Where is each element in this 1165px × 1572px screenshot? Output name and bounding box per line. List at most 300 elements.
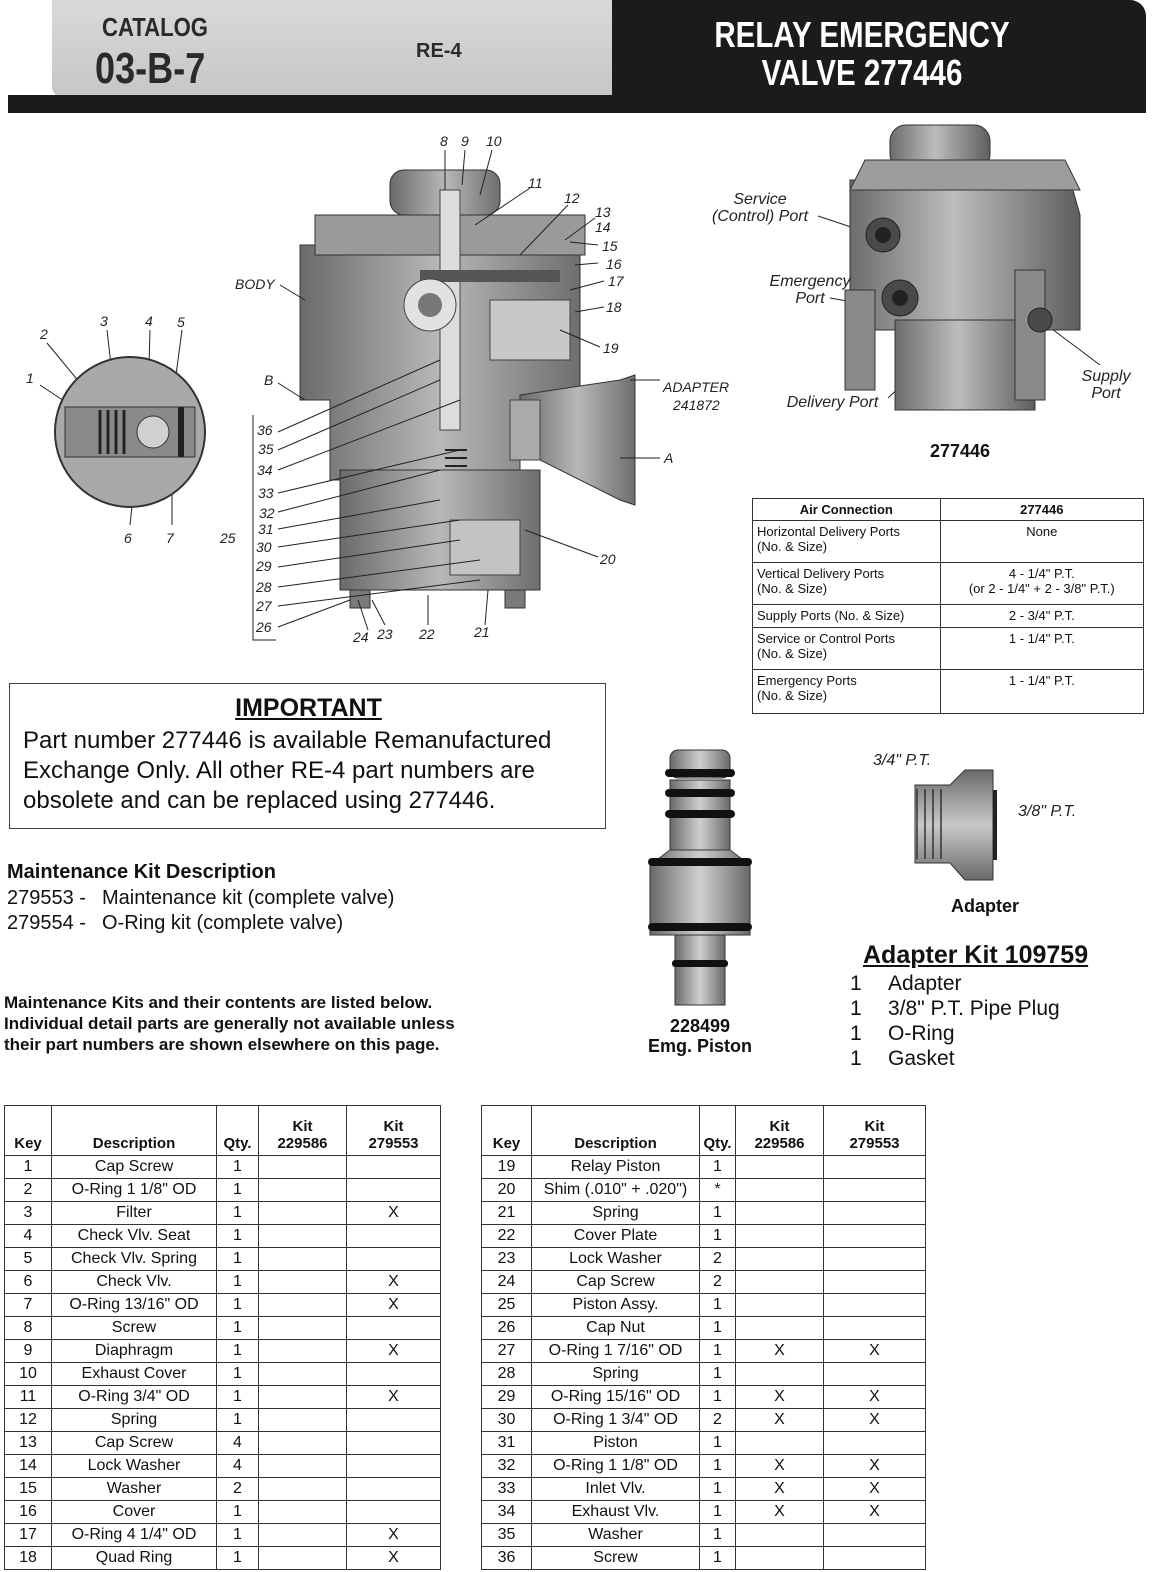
part-qty: 1 bbox=[700, 1202, 736, 1225]
maintenance-note-line3: their part numbers are shown elsewhere on this page. bbox=[4, 1035, 440, 1054]
table-row bbox=[482, 1432, 926, 1455]
catalog-label: CATALOG bbox=[102, 12, 208, 42]
part-qty: 1 bbox=[217, 1340, 259, 1363]
part-key: 3 bbox=[5, 1202, 52, 1225]
part-description: Filter bbox=[52, 1202, 217, 1225]
part-kit-279553: X bbox=[347, 1271, 441, 1294]
part-kit-229586 bbox=[736, 1524, 824, 1547]
air-value-line2: (or 2 - 1/4" + 2 - 3/8" P.T.) bbox=[968, 581, 1115, 596]
model-code: RE-4 bbox=[416, 40, 462, 62]
table-row bbox=[482, 1409, 926, 1432]
part-kit-279553: X bbox=[347, 1524, 441, 1547]
part-kit-279553 bbox=[347, 1248, 441, 1271]
air-value-line1: None bbox=[1026, 524, 1058, 539]
air-label-line2: (No. & Size) bbox=[757, 646, 828, 661]
callout-22: 22 bbox=[419, 626, 435, 642]
adapter-kit-qty: 1 bbox=[850, 1047, 862, 1070]
part-qty: 1 bbox=[217, 1294, 259, 1317]
air-table-label bbox=[753, 628, 941, 670]
service-port-label-line1: Service bbox=[733, 191, 787, 208]
part-description: Cap Screw bbox=[52, 1432, 217, 1455]
part-key: 23 bbox=[482, 1248, 532, 1271]
table-row bbox=[5, 1202, 441, 1225]
part-kit-229586 bbox=[259, 1294, 347, 1317]
part-kit-229586 bbox=[259, 1317, 347, 1340]
table-row bbox=[482, 1524, 926, 1547]
adapter-label-3-8: 3/8" P.T. bbox=[1018, 803, 1077, 820]
part-kit-279553 bbox=[347, 1478, 441, 1501]
adapter-label-3-4: 3/4" P.T. bbox=[873, 752, 932, 769]
part-qty: 1 bbox=[700, 1478, 736, 1501]
part-key: 30 bbox=[482, 1409, 532, 1432]
table-row bbox=[5, 1386, 441, 1409]
part-key: 14 bbox=[5, 1455, 52, 1478]
callout-36: 36 bbox=[257, 422, 273, 438]
air-label-line2: (No. & Size) bbox=[757, 688, 828, 703]
col-kit-279553 bbox=[824, 1106, 926, 1156]
kit-label: Kit bbox=[383, 1118, 404, 1135]
adapter-kit-qty: 1 bbox=[850, 997, 862, 1020]
callout-35: 35 bbox=[258, 441, 274, 457]
callout-25: 25 bbox=[220, 530, 236, 546]
table-row bbox=[482, 1294, 926, 1317]
check-valve-inset bbox=[50, 352, 210, 512]
callout-13: 13 bbox=[595, 204, 611, 220]
table-row bbox=[5, 1225, 441, 1248]
part-key: 21 bbox=[482, 1202, 532, 1225]
table-row bbox=[5, 1317, 441, 1340]
part-kit-229586 bbox=[736, 1363, 824, 1386]
part-qty: 1 bbox=[217, 1524, 259, 1547]
kit-description: Maintenance kit (complete valve) bbox=[102, 887, 395, 909]
air-label-line1: Service or Control Ports bbox=[757, 631, 895, 646]
part-kit-229586 bbox=[736, 1294, 824, 1317]
part-kit-279553 bbox=[824, 1248, 926, 1271]
table-row bbox=[482, 1156, 926, 1179]
part-description: Diaphragm bbox=[52, 1340, 217, 1363]
part-kit-229586 bbox=[259, 1409, 347, 1432]
table-row bbox=[482, 1501, 926, 1524]
table-row bbox=[5, 1501, 441, 1524]
part-kit-279553 bbox=[824, 1156, 926, 1179]
air-table-row bbox=[753, 521, 1144, 563]
part-description: Spring bbox=[532, 1202, 700, 1225]
part-key: 32 bbox=[482, 1455, 532, 1478]
part-kit-229586 bbox=[736, 1225, 824, 1248]
part-kit-229586 bbox=[259, 1202, 347, 1225]
kit-number: 279553 - bbox=[7, 887, 86, 909]
table-row bbox=[482, 1455, 926, 1478]
part-qty: 1 bbox=[217, 1317, 259, 1340]
callout-b: B bbox=[264, 372, 274, 388]
important-text bbox=[23, 726, 598, 816]
callout-29: 29 bbox=[256, 558, 272, 574]
product-part-number: 277446 bbox=[929, 441, 991, 461]
piston-part-number: 228499 bbox=[669, 1016, 731, 1036]
emergency-piston-illustration bbox=[640, 745, 760, 1010]
callout-2: 2 bbox=[40, 326, 48, 342]
part-kit-229586 bbox=[259, 1386, 347, 1409]
catalog-number: 03-B-7 bbox=[95, 44, 206, 93]
page-title-line2: VALVE 277446 bbox=[761, 52, 963, 93]
air-value-line1: 1 - 1/4" P.T. bbox=[1008, 631, 1075, 646]
air-table-label bbox=[753, 605, 941, 628]
maintenance-kit-line bbox=[7, 887, 394, 910]
parts-table-right bbox=[481, 1105, 926, 1570]
table-row bbox=[5, 1524, 441, 1547]
part-kit-229586: X bbox=[736, 1478, 824, 1501]
callout-1: 1 bbox=[26, 370, 34, 386]
table-row bbox=[5, 1455, 441, 1478]
part-key: 35 bbox=[482, 1524, 532, 1547]
table-row bbox=[482, 1248, 926, 1271]
part-key: 2 bbox=[5, 1179, 52, 1202]
col-qty: Qty. bbox=[700, 1106, 736, 1156]
part-qty: 1 bbox=[217, 1271, 259, 1294]
adapter-kit-qty: 1 bbox=[850, 972, 862, 995]
part-kit-279553 bbox=[824, 1363, 926, 1386]
part-description: O-Ring 1 1/8" OD bbox=[532, 1455, 700, 1478]
part-qty: 1 bbox=[217, 1202, 259, 1225]
callout-27: 27 bbox=[256, 598, 272, 614]
part-qty: 1 bbox=[217, 1501, 259, 1524]
part-kit-279553: X bbox=[824, 1455, 926, 1478]
parts-table-left bbox=[4, 1105, 441, 1570]
part-kit-279553 bbox=[347, 1317, 441, 1340]
callout-adapter: ADAPTER bbox=[663, 379, 730, 395]
maintenance-kit-line bbox=[7, 912, 343, 935]
callout-18: 18 bbox=[606, 299, 622, 315]
part-kit-229586: X bbox=[736, 1501, 824, 1524]
part-description: Spring bbox=[532, 1363, 700, 1386]
maintenance-note-line1: Maintenance Kits and their contents are listed below. bbox=[4, 993, 433, 1012]
part-kit-229586 bbox=[736, 1179, 824, 1202]
part-kit-229586 bbox=[736, 1271, 824, 1294]
part-kit-229586 bbox=[259, 1478, 347, 1501]
part-qty: 2 bbox=[700, 1271, 736, 1294]
parts-table-header bbox=[482, 1106, 926, 1156]
part-kit-279553 bbox=[824, 1271, 926, 1294]
part-description: Screw bbox=[52, 1317, 217, 1340]
part-key: 28 bbox=[482, 1363, 532, 1386]
table-row bbox=[482, 1363, 926, 1386]
kit-number: 279553 bbox=[849, 1135, 900, 1152]
part-description: O-Ring 15/16" OD bbox=[532, 1386, 700, 1409]
part-qty: 1 bbox=[217, 1547, 259, 1570]
kit-label: Kit bbox=[864, 1118, 885, 1135]
adapter-kit-item bbox=[850, 1022, 955, 1046]
part-kit-279553 bbox=[347, 1363, 441, 1386]
supply-port-label bbox=[1075, 368, 1137, 402]
emergency-piston-caption bbox=[630, 1016, 770, 1056]
part-description: Piston Assy. bbox=[532, 1294, 700, 1317]
part-key: 34 bbox=[482, 1501, 532, 1524]
part-key: 4 bbox=[5, 1225, 52, 1248]
adapter-illustration bbox=[905, 765, 1015, 885]
table-row bbox=[482, 1478, 926, 1501]
part-qty: 1 bbox=[700, 1524, 736, 1547]
table-row bbox=[5, 1478, 441, 1501]
part-description: O-Ring 1 7/16" OD bbox=[532, 1340, 700, 1363]
air-value-line1: 4 - 1/4" P.T. bbox=[1008, 566, 1075, 581]
part-kit-279553: X bbox=[347, 1202, 441, 1225]
delivery-port-label: Delivery Port bbox=[786, 394, 879, 411]
adapter-kit-item bbox=[850, 1047, 955, 1071]
callout-28: 28 bbox=[256, 579, 272, 595]
table-row bbox=[5, 1271, 441, 1294]
part-kit-279553 bbox=[824, 1202, 926, 1225]
part-kit-229586: X bbox=[736, 1386, 824, 1409]
part-kit-279553 bbox=[347, 1409, 441, 1432]
table-row bbox=[482, 1317, 926, 1340]
part-qty: 2 bbox=[700, 1409, 736, 1432]
air-label-line1: Emergency Ports bbox=[757, 673, 857, 688]
air-table-label bbox=[753, 670, 941, 714]
table-row bbox=[5, 1179, 441, 1202]
part-kit-279553: X bbox=[824, 1340, 926, 1363]
adapter-kit-name: 3/8" P.T. Pipe Plug bbox=[888, 997, 1060, 1020]
part-key: 13 bbox=[5, 1432, 52, 1455]
part-description: Screw bbox=[532, 1547, 700, 1570]
callout-33: 33 bbox=[258, 485, 274, 501]
valve-product-illustration bbox=[835, 120, 1095, 430]
callout-32: 32 bbox=[259, 505, 275, 521]
air-table-value bbox=[940, 521, 1143, 563]
air-table-label bbox=[753, 521, 941, 563]
adapter-kit-item bbox=[850, 997, 1060, 1021]
part-qty: 1 bbox=[217, 1409, 259, 1432]
part-qty: 4 bbox=[217, 1455, 259, 1478]
callout-10: 10 bbox=[486, 133, 502, 149]
part-qty: 2 bbox=[217, 1478, 259, 1501]
col-kit-229586 bbox=[259, 1106, 347, 1156]
part-key: 5 bbox=[5, 1248, 52, 1271]
part-kit-229586 bbox=[259, 1225, 347, 1248]
part-kit-279553 bbox=[347, 1455, 441, 1478]
part-qty: 1 bbox=[700, 1294, 736, 1317]
callout-9: 9 bbox=[461, 133, 469, 149]
part-kit-229586 bbox=[259, 1156, 347, 1179]
part-description: Spring bbox=[52, 1409, 217, 1432]
table-row bbox=[482, 1340, 926, 1363]
part-kit-279553: X bbox=[347, 1340, 441, 1363]
part-description: Cap Screw bbox=[52, 1156, 217, 1179]
part-key: 10 bbox=[5, 1363, 52, 1386]
air-label-line2: (No. & Size) bbox=[757, 581, 828, 596]
part-qty: 1 bbox=[700, 1156, 736, 1179]
part-key: 31 bbox=[482, 1432, 532, 1455]
part-kit-279553 bbox=[824, 1432, 926, 1455]
table-row bbox=[482, 1547, 926, 1570]
part-qty: 1 bbox=[700, 1432, 736, 1455]
part-description: Cap Nut bbox=[532, 1317, 700, 1340]
part-kit-229586 bbox=[259, 1179, 347, 1202]
part-key: 36 bbox=[482, 1547, 532, 1570]
important-title: IMPORTANT bbox=[235, 694, 382, 722]
callout-6: 6 bbox=[124, 530, 132, 546]
callout-8: 8 bbox=[440, 133, 448, 149]
part-kit-229586 bbox=[736, 1202, 824, 1225]
callout-17: 17 bbox=[608, 273, 624, 289]
adapter-kit-item bbox=[850, 972, 962, 996]
part-key: 20 bbox=[482, 1179, 532, 1202]
part-description: Check Vlv. Seat bbox=[52, 1225, 217, 1248]
part-description: Quad Ring bbox=[52, 1547, 217, 1570]
air-table-row bbox=[753, 628, 1144, 670]
callout-23: 23 bbox=[377, 626, 393, 642]
part-kit-229586 bbox=[736, 1156, 824, 1179]
part-qty: 1 bbox=[217, 1225, 259, 1248]
callout-30: 30 bbox=[256, 539, 272, 555]
kit-number: 229586 bbox=[754, 1135, 805, 1152]
part-description: O-Ring 3/4" OD bbox=[52, 1386, 217, 1409]
callout-7: 7 bbox=[166, 530, 174, 546]
part-qty: 1 bbox=[217, 1156, 259, 1179]
emergency-port-label-line1: Emergency bbox=[769, 273, 851, 290]
part-qty: 1 bbox=[217, 1179, 259, 1202]
callout-24: 24 bbox=[353, 629, 369, 645]
part-kit-279553 bbox=[347, 1501, 441, 1524]
callout-15: 15 bbox=[602, 238, 618, 254]
col-description: Description bbox=[52, 1106, 217, 1156]
part-kit-229586 bbox=[736, 1248, 824, 1271]
adapter-kit-name: O-Ring bbox=[888, 1022, 955, 1045]
part-kit-229586: X bbox=[736, 1455, 824, 1478]
adapter-kit-name: Gasket bbox=[888, 1047, 955, 1070]
table-row bbox=[5, 1547, 441, 1570]
callout-20: 20 bbox=[600, 551, 616, 567]
callout-34: 34 bbox=[257, 462, 273, 478]
maintenance-kit-title: Maintenance Kit Description bbox=[7, 861, 276, 883]
callout-14: 14 bbox=[595, 219, 611, 235]
part-key: 16 bbox=[5, 1501, 52, 1524]
table-row bbox=[5, 1340, 441, 1363]
part-qty: 1 bbox=[700, 1386, 736, 1409]
callout-adapter-number: 241872 bbox=[673, 397, 720, 413]
part-kit-279553 bbox=[347, 1156, 441, 1179]
part-qty: 1 bbox=[217, 1248, 259, 1271]
important-line1: Part number 277446 is available Remanufactured bbox=[23, 727, 552, 754]
part-kit-229586 bbox=[259, 1455, 347, 1478]
part-description: O-Ring 4 1/4" OD bbox=[52, 1524, 217, 1547]
part-description: Cover Plate bbox=[532, 1225, 700, 1248]
table-row bbox=[482, 1225, 926, 1248]
air-table-row bbox=[753, 670, 1144, 714]
col-kit-279553 bbox=[347, 1106, 441, 1156]
part-kit-279553 bbox=[824, 1294, 926, 1317]
air-table-value bbox=[940, 628, 1143, 670]
air-label-line1: Vertical Delivery Ports bbox=[757, 566, 885, 581]
part-kit-229586 bbox=[259, 1501, 347, 1524]
callout-3: 3 bbox=[100, 313, 108, 329]
part-description: Cover bbox=[52, 1501, 217, 1524]
supply-port-label-line2: Port bbox=[1091, 385, 1121, 402]
part-description: Exhaust Vlv. bbox=[532, 1501, 700, 1524]
important-line3: obsolete and can be replaced using 277446. bbox=[23, 787, 496, 814]
part-key: 7 bbox=[5, 1294, 52, 1317]
part-kit-279553 bbox=[824, 1179, 926, 1202]
callout-a: A bbox=[664, 450, 674, 466]
air-value-line1: 1 - 1/4" P.T. bbox=[1008, 673, 1075, 688]
table-row bbox=[5, 1294, 441, 1317]
part-description: Cap Screw bbox=[532, 1271, 700, 1294]
part-description: O-Ring 13/16" OD bbox=[52, 1294, 217, 1317]
air-table-label bbox=[753, 563, 941, 605]
part-key: 12 bbox=[5, 1409, 52, 1432]
part-kit-279553 bbox=[347, 1225, 441, 1248]
air-value-line1: 2 - 3/4" P.T. bbox=[1008, 608, 1075, 623]
callout-11: 11 bbox=[528, 175, 543, 191]
part-key: 26 bbox=[482, 1317, 532, 1340]
parts-table-header bbox=[5, 1106, 441, 1156]
part-qty: 1 bbox=[217, 1363, 259, 1386]
kit-description: O-Ring kit (complete valve) bbox=[102, 912, 344, 934]
table-row bbox=[482, 1202, 926, 1225]
part-kit-279553 bbox=[347, 1432, 441, 1455]
part-key: 1 bbox=[5, 1156, 52, 1179]
table-row bbox=[5, 1432, 441, 1455]
part-kit-229586 bbox=[259, 1271, 347, 1294]
part-kit-279553 bbox=[347, 1179, 441, 1202]
service-port-label-line2: (Control) Port bbox=[711, 208, 809, 225]
important-line2: Exchange Only. All other RE-4 part numbers are bbox=[23, 757, 535, 784]
callout-31: 31 bbox=[258, 521, 274, 537]
callout-4: 4 bbox=[145, 313, 153, 329]
adapter-kit-title: Adapter Kit 109759 bbox=[863, 941, 1089, 969]
air-table-header-connection: Air Connection bbox=[753, 499, 941, 521]
part-description: Piston bbox=[532, 1432, 700, 1455]
part-kit-279553: X bbox=[347, 1294, 441, 1317]
adapter-kit-qty: 1 bbox=[850, 1022, 862, 1045]
part-kit-229586: X bbox=[736, 1409, 824, 1432]
part-key: 8 bbox=[5, 1317, 52, 1340]
part-description: O-Ring 1 1/8" OD bbox=[52, 1179, 217, 1202]
kit-number: 279553 bbox=[368, 1135, 419, 1152]
air-table-row bbox=[753, 563, 1144, 605]
part-kit-229586 bbox=[736, 1547, 824, 1570]
part-qty: 1 bbox=[700, 1363, 736, 1386]
part-kit-229586 bbox=[259, 1340, 347, 1363]
col-kit-229586 bbox=[736, 1106, 824, 1156]
part-key: 18 bbox=[5, 1547, 52, 1570]
air-label-line2: (No. & Size) bbox=[757, 539, 828, 554]
part-qty: 1 bbox=[700, 1547, 736, 1570]
part-description: O-Ring 1 3/4" OD bbox=[532, 1409, 700, 1432]
callout-21: 21 bbox=[474, 624, 490, 640]
part-kit-279553 bbox=[824, 1317, 926, 1340]
table-row bbox=[482, 1271, 926, 1294]
col-key: Key bbox=[5, 1106, 52, 1156]
part-description: Inlet Vlv. bbox=[532, 1478, 700, 1501]
maintenance-note-line2: Individual detail parts are generally not available unless bbox=[4, 1014, 455, 1033]
air-table-row bbox=[753, 605, 1144, 628]
table-row bbox=[5, 1248, 441, 1271]
service-port-label bbox=[705, 191, 815, 225]
air-table-header-part: 277446 bbox=[940, 499, 1143, 521]
part-description: Lock Washer bbox=[52, 1455, 217, 1478]
table-row bbox=[482, 1179, 926, 1202]
air-table-value bbox=[940, 605, 1143, 628]
supply-port-label-line1: Supply bbox=[1081, 368, 1131, 385]
table-row bbox=[5, 1156, 441, 1179]
part-qty: 1 bbox=[217, 1386, 259, 1409]
kit-number: 279554 - bbox=[7, 912, 86, 934]
part-key: 25 bbox=[482, 1294, 532, 1317]
part-key: 29 bbox=[482, 1386, 532, 1409]
part-key: 6 bbox=[5, 1271, 52, 1294]
table-row bbox=[5, 1409, 441, 1432]
callout-19: 19 bbox=[603, 340, 619, 356]
